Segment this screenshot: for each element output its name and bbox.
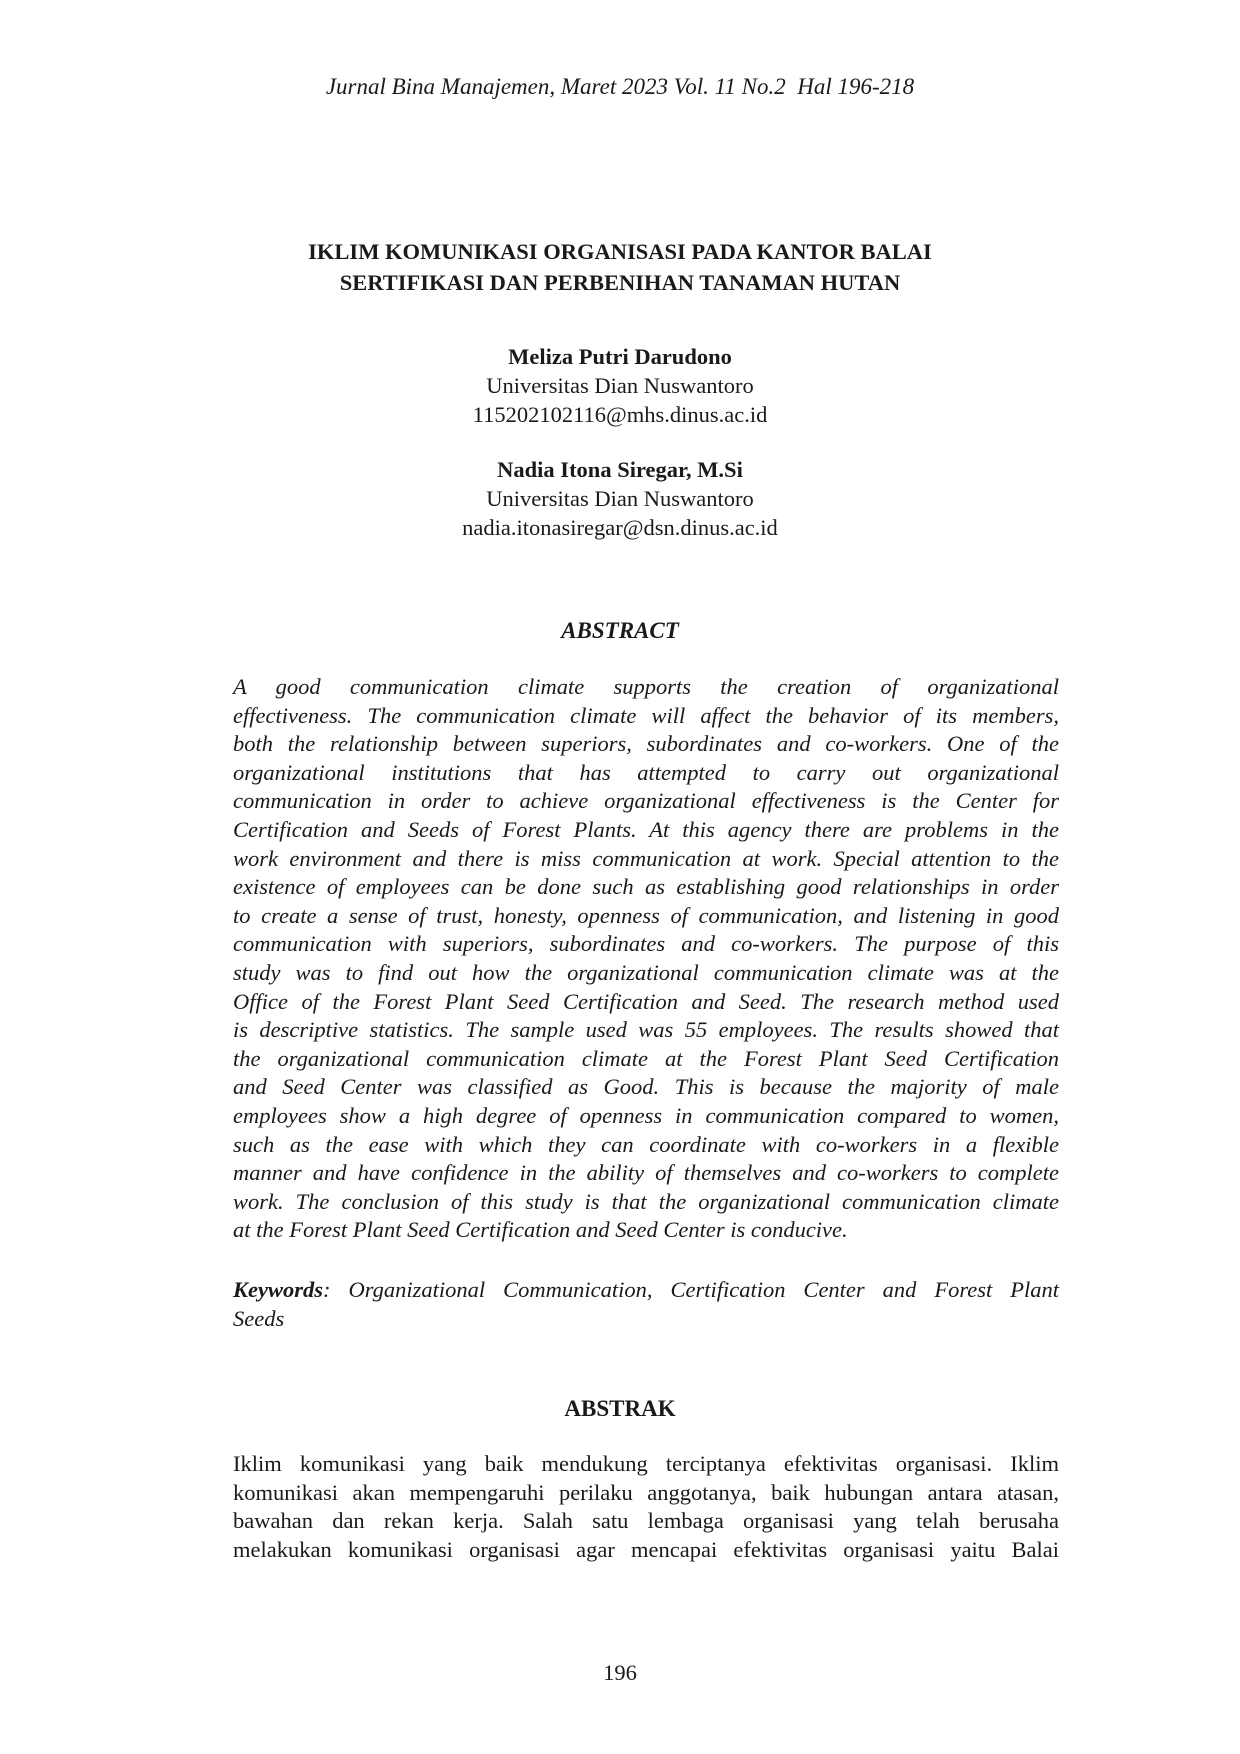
author-block bbox=[0, 342, 1240, 429]
keywords-text: : Organizational Communication, Certification Center and Forest Plant bbox=[323, 1277, 1059, 1302]
paper-title-line: IKLIM KOMUNIKASI ORGANISASI PADA KANTOR BALAI bbox=[308, 239, 932, 264]
paragraph-line: komunikasi akan mempengaruhi perilaku anggotanya, baik hubungan antara atasan, bbox=[233, 1479, 1059, 1505]
author-affiliation: Universitas Dian Nuswantoro bbox=[486, 486, 754, 511]
paragraph-line: effectiveness. The communication climate will affect the behavior of its members, bbox=[233, 702, 1059, 728]
author-block bbox=[0, 455, 1240, 542]
paragraph-line: both the relationship between superiors, subordinates and co-workers. One of the bbox=[233, 731, 1059, 757]
author-email: nadia.itonasiregar@dsn.dinus.ac.id bbox=[462, 515, 778, 540]
paper-title bbox=[0, 236, 1240, 298]
abstract-heading: ABSTRACT bbox=[561, 618, 679, 643]
paragraph-line: work. The conclusion of this study is that the organizational communication climate bbox=[233, 1188, 1059, 1214]
running-header: Jurnal Bina Manajemen, Maret 2023 Vol. 11 No.2 Hal 196-218 bbox=[325, 74, 915, 99]
paragraph-line: melakukan komunikasi organisasi agar mencapai efektivitas organisasi yaitu Balai bbox=[233, 1536, 1059, 1562]
paragraph-line: the organizational communication climate at the Forest Plant Seed Certification bbox=[233, 1045, 1059, 1071]
paragraph-line: at the Forest Plant Seed Certification and Seed Center is conducive. bbox=[233, 1217, 848, 1243]
paragraph-line: Office of the Forest Plant Seed Certification and Seed. The research method used bbox=[233, 988, 1059, 1014]
author-affiliation: Universitas Dian Nuswantoro bbox=[486, 373, 754, 398]
paragraph-line: existence of employees can be done such as establishing good relationships in order bbox=[233, 874, 1059, 900]
author-email: 115202102116@mhs.dinus.ac.id bbox=[472, 402, 768, 427]
paragraph-line: employees show a high degree of openness in communication compared to women, bbox=[233, 1102, 1059, 1128]
paragraph-line: such as the ease with which they can coordinate with co-workers in a flexible bbox=[233, 1131, 1059, 1157]
page-number: 196 bbox=[603, 1660, 637, 1685]
paragraph-line: bawahan dan rekan kerja. Salah satu lembaga organisasi yang telah berusaha bbox=[233, 1508, 1059, 1534]
paragraph-line: Certification and Seeds of Forest Plants. At this agency there are problems in the bbox=[233, 816, 1059, 842]
paragraph-line: and Seed Center was classified as Good. This is because the majority of male bbox=[233, 1074, 1059, 1100]
paragraph-line: organizational institutions that has attempted to carry out organizational bbox=[233, 759, 1059, 785]
abstract-english-body bbox=[233, 673, 1059, 1245]
author-name: Nadia Itona Siregar, M.Si bbox=[497, 457, 743, 482]
paragraph-line: is descriptive statistics. The sample used was 55 employees. The results showed that bbox=[233, 1017, 1059, 1043]
keywords bbox=[233, 1276, 1059, 1333]
paragraph-line: Iklim komunikasi yang baik mendukung terciptanya efektivitas organisasi. Iklim bbox=[233, 1451, 1059, 1476]
paragraph-line: communication with superiors, subordinates and co-workers. The purpose of this bbox=[233, 931, 1059, 957]
paragraph-line: A good communication climate supports the creation of organizational bbox=[233, 674, 1059, 699]
abstrak-heading: ABSTRAK bbox=[564, 1396, 676, 1421]
paragraph-line: study was to find out how the organizational communication climate was at the bbox=[233, 959, 1059, 985]
author-name: Meliza Putri Darudono bbox=[508, 344, 732, 369]
paragraph-line: work environment and there is miss communication at work. Special attention to the bbox=[233, 845, 1059, 871]
abstrak-indonesian-body bbox=[233, 1450, 1059, 1564]
keywords-label: Keywords bbox=[233, 1277, 323, 1302]
paragraph-line: to create a sense of trust, honesty, openness of communication, and listening in good bbox=[233, 902, 1059, 928]
paragraph-line: manner and have confidence in the ability of themselves and co-workers to complete bbox=[233, 1160, 1059, 1186]
keywords-text-continued: Seeds bbox=[233, 1305, 285, 1331]
paragraph-line: communication in order to achieve organizational effectiveness is the Center for bbox=[233, 788, 1059, 814]
paper-title-line: SERTIFIKASI DAN PERBENIHAN TANAMAN HUTAN bbox=[339, 270, 901, 295]
